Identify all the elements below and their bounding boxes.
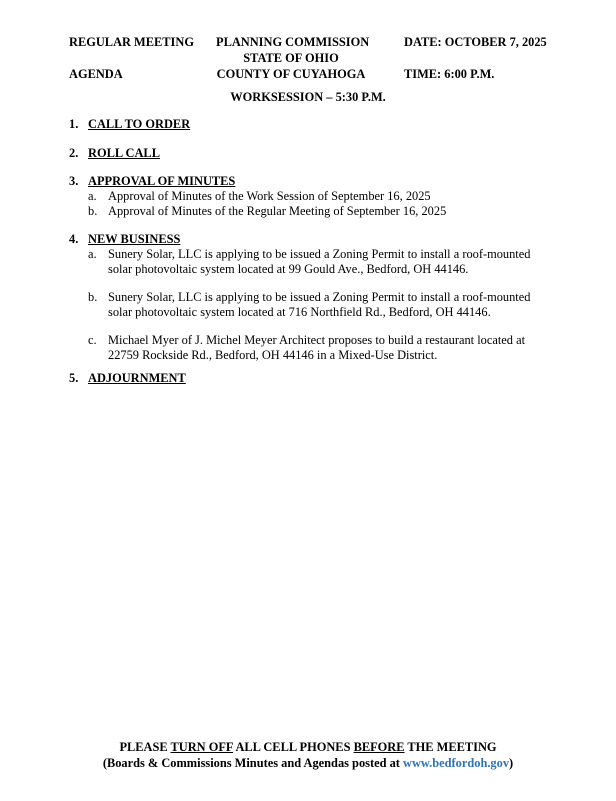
notice-text: (Boards & Commissions Minutes and Agendas posted at bbox=[102, 756, 403, 770]
section-title bbox=[69, 371, 549, 386]
item-text: Approval of Minutes of the Regular Meeting of September 16, 2025 bbox=[108, 204, 447, 218]
website-link[interactable]: www.bedfordoh.gov bbox=[403, 756, 510, 770]
section-title bbox=[69, 232, 549, 247]
county-name: COUNTY OF CUYAHOGA bbox=[216, 67, 366, 81]
meeting-date: DATE: OCTOBER 7, 2025 bbox=[404, 35, 547, 49]
posting-notice bbox=[0, 755, 616, 771]
section-roll-call bbox=[69, 146, 549, 161]
minutes-list bbox=[69, 189, 549, 219]
item-letter: a. bbox=[88, 247, 97, 261]
section-new-business bbox=[69, 232, 549, 363]
meeting-type: REGULAR MEETING bbox=[69, 35, 194, 49]
section-label: NEW BUSINESS bbox=[88, 232, 181, 246]
notice-text: ALL CELL PHONES bbox=[233, 740, 354, 754]
business-list bbox=[69, 247, 549, 363]
item-line-1: Michael Myer of J. Michel Meyer Architect proposes to build a restaurant located at bbox=[108, 333, 526, 347]
notice-text: ) bbox=[509, 756, 514, 770]
section-adjournment bbox=[69, 371, 549, 386]
section-number: 5. bbox=[69, 371, 79, 385]
worksession-time: WORKSESSION – 5:30 P.M. bbox=[230, 90, 386, 104]
document-type: AGENDA bbox=[69, 67, 123, 81]
footer-notice bbox=[0, 739, 616, 771]
list-item bbox=[69, 189, 549, 204]
header-left bbox=[69, 34, 194, 82]
section-number: 3. bbox=[69, 174, 79, 188]
item-letter: a. bbox=[88, 189, 97, 203]
section-approval-of-minutes bbox=[69, 174, 549, 219]
header-right bbox=[404, 34, 547, 82]
section-number: 4. bbox=[69, 232, 79, 246]
list-item bbox=[69, 247, 549, 277]
item-letter: b. bbox=[88, 290, 98, 304]
item-line-2: solar photovoltaic system located at 99 Gould Ave., Bedford, OH 44146. bbox=[108, 262, 469, 276]
item-line-1: Sunery Solar, LLC is applying to be issued a Zoning Permit to install a roof-mounted bbox=[108, 290, 531, 304]
notice-text: PLEASE bbox=[119, 740, 171, 754]
item-text: Approval of Minutes of the Work Session of September 16, 2025 bbox=[108, 189, 431, 203]
notice-emphasis: TURN OFF bbox=[170, 740, 234, 754]
item-line-1: Sunery Solar, LLC is applying to be issued a Zoning Permit to install a roof-mounted bbox=[108, 247, 531, 261]
section-label: CALL TO ORDER bbox=[88, 117, 191, 131]
section-number: 2. bbox=[69, 146, 79, 160]
notice-emphasis: BEFORE bbox=[353, 740, 405, 754]
section-title bbox=[69, 117, 549, 132]
item-line-2: 22759 Rockside Rd., Bedford, OH 44146 in a Mixed-Use District. bbox=[108, 348, 438, 362]
section-label: ADJOURNMENT bbox=[88, 371, 186, 385]
item-line-2: solar photovoltaic system located at 716 Northfield Rd., Bedford, OH 44146. bbox=[108, 305, 491, 319]
section-number: 1. bbox=[69, 117, 79, 131]
phone-notice bbox=[0, 739, 616, 755]
item-letter: c. bbox=[88, 333, 97, 347]
list-item bbox=[69, 204, 549, 219]
commission-name: PLANNING COMMISSION bbox=[216, 35, 370, 49]
notice-text: THE MEETING bbox=[404, 740, 497, 754]
meeting-time: TIME: 6:00 P.M. bbox=[404, 67, 495, 81]
list-item bbox=[69, 290, 549, 320]
section-title bbox=[69, 146, 549, 161]
item-letter: b. bbox=[88, 204, 98, 218]
section-call-to-order bbox=[69, 117, 549, 132]
list-item bbox=[69, 333, 549, 363]
state-name: STATE OF OHIO bbox=[243, 51, 339, 65]
header-center bbox=[216, 34, 370, 82]
section-label: APPROVAL OF MINUTES bbox=[88, 174, 236, 188]
section-label: ROLL CALL bbox=[88, 146, 160, 160]
section-title bbox=[69, 174, 549, 189]
